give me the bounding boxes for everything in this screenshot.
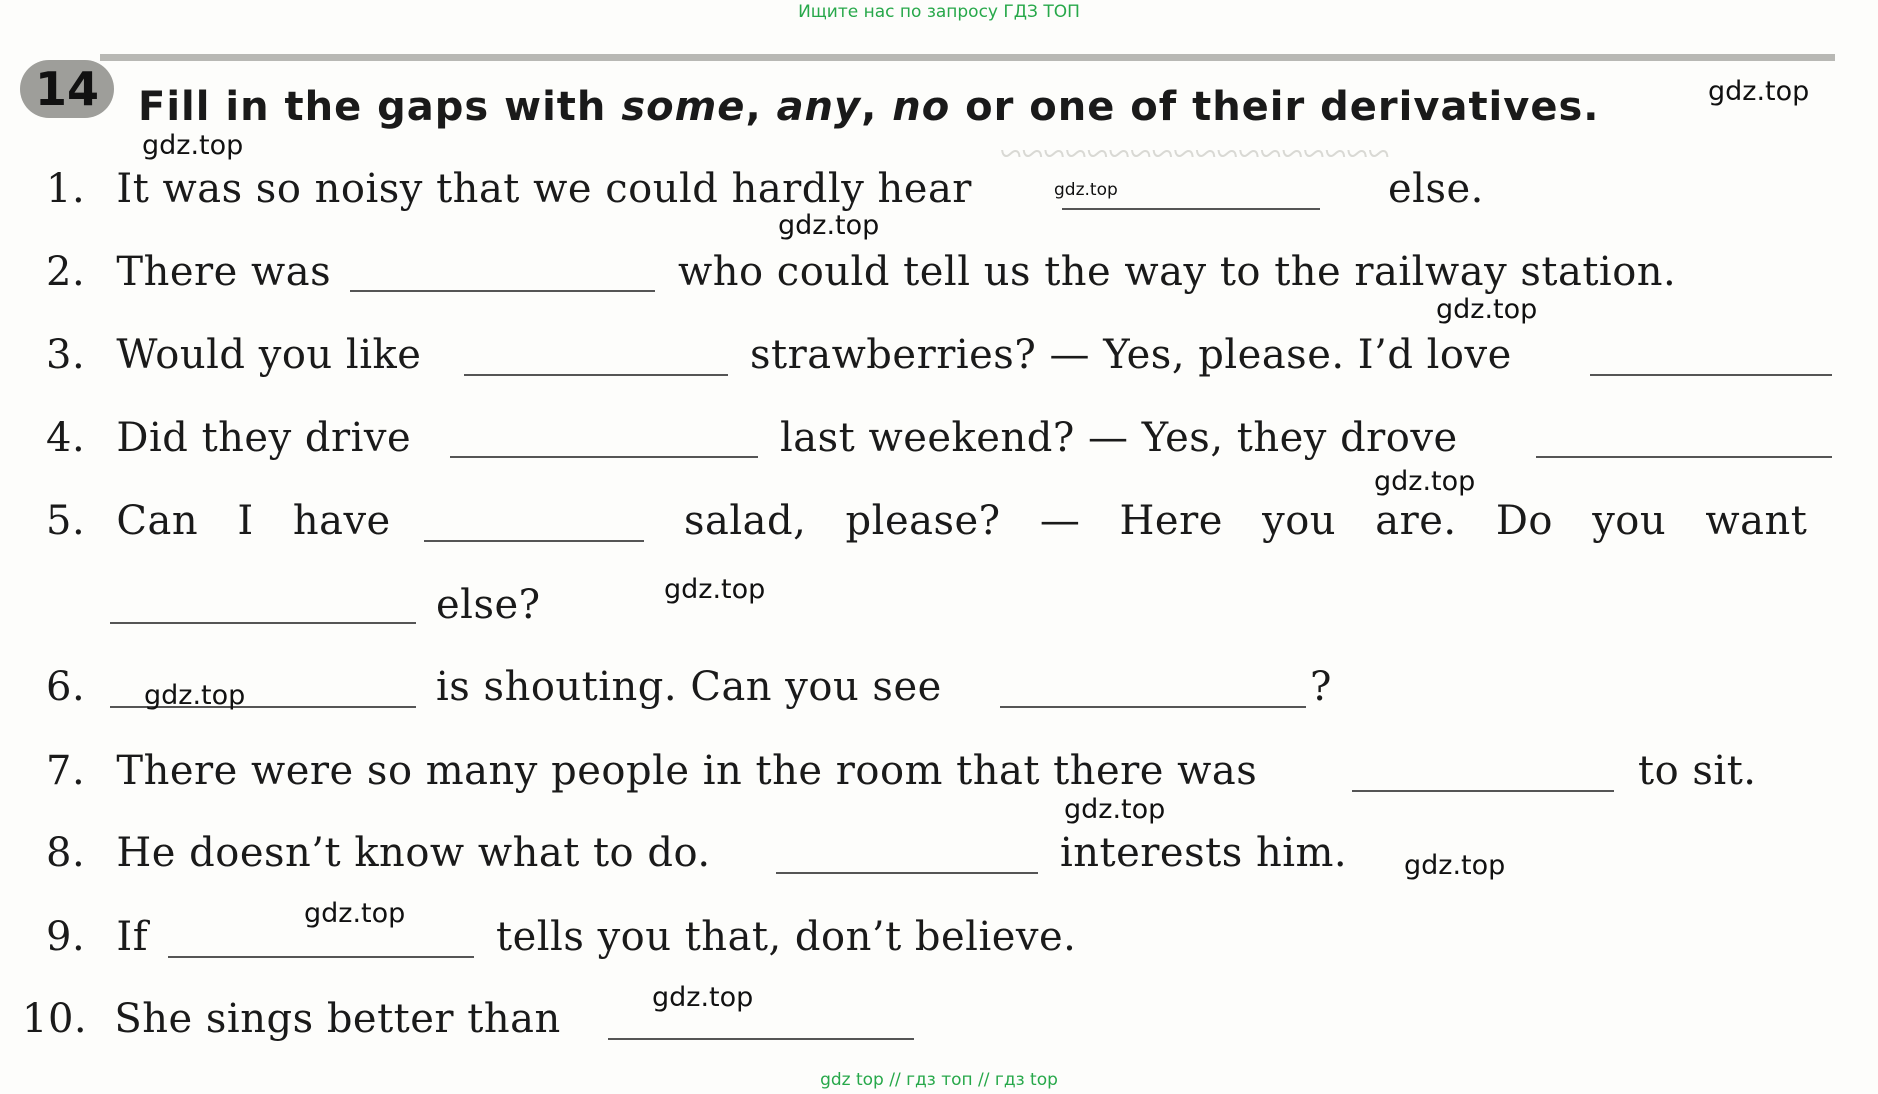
item-text: ? <box>1310 664 1332 710</box>
item-number: 2. <box>46 249 86 295</box>
item-number: 7. <box>46 748 86 794</box>
item-number: 4. <box>46 415 86 461</box>
answer-gap[interactable] <box>1352 790 1614 792</box>
item-number: 6. <box>46 664 86 710</box>
item-text: last weekend? — Yes, they drove <box>780 415 1458 461</box>
exercise-item-4 <box>46 415 411 461</box>
watermark: gdz.top <box>144 680 246 711</box>
answer-gap[interactable] <box>450 456 758 458</box>
exercise-item-7 <box>46 748 1257 794</box>
item-text: There were so many people in the room that there was <box>116 748 1258 794</box>
instruction-comma: , <box>861 84 893 130</box>
bottom-banner[interactable]: gdz top // гдз топ // гдз top <box>820 1070 1058 1090</box>
exercise-item-10 <box>22 996 561 1042</box>
answer-gap[interactable] <box>1536 456 1832 458</box>
answer-gap[interactable] <box>1000 706 1306 708</box>
item-text: Would you like <box>116 332 422 378</box>
item-text: salad, please? — Here you are. Do you want <box>684 498 1808 544</box>
item-text: tells you that, don’t believe. <box>496 914 1077 960</box>
answer-gap[interactable] <box>464 374 728 376</box>
exercise-number-badge <box>20 60 114 118</box>
exercise-item-3 <box>46 332 421 378</box>
item-text: interests him. <box>1060 830 1348 876</box>
instruction-word-some: some <box>621 84 746 130</box>
exercise-item-8 <box>46 830 711 876</box>
answer-gap[interactable] <box>1590 374 1832 376</box>
answer-gap[interactable] <box>110 622 416 624</box>
item-number: 1. <box>46 166 86 212</box>
instruction-comma: , <box>745 84 777 130</box>
watermark: gdz.top <box>1064 794 1166 825</box>
answer-gap[interactable] <box>168 956 474 958</box>
item-text: It was so noisy that we could hardly hear <box>116 166 972 212</box>
watermark: gdz.top <box>142 130 244 161</box>
item-text: to sit. <box>1638 748 1757 794</box>
exercise-item-9 <box>46 914 148 960</box>
bleed-through-decoration: ~~~~~~~~~~~~~~~~~~ <box>1000 131 1390 176</box>
watermark: gdz.top <box>664 574 766 605</box>
watermark: gdz.top <box>1404 850 1506 881</box>
instruction-suffix: or one of their derivatives. <box>950 84 1600 130</box>
item-text: else? <box>436 582 541 628</box>
exercise-number: 14 <box>34 62 99 116</box>
item-text: There was <box>116 249 332 295</box>
watermark: gdz.top <box>1374 466 1476 497</box>
item-text: who could tell us the way to the railway station. <box>678 249 1677 295</box>
item-number: 10. <box>22 996 88 1042</box>
watermark: gdz.top <box>1436 294 1538 325</box>
exercise-item-5 <box>46 498 391 544</box>
answer-gap[interactable] <box>1062 208 1320 210</box>
item-text: else. <box>1388 166 1484 212</box>
top-banner[interactable]: Ищите нас по запросу ГДЗ ТОП <box>798 2 1080 22</box>
exercise-item-2 <box>46 249 331 295</box>
item-number: 8. <box>46 830 86 876</box>
item-number: 5. <box>46 498 86 544</box>
watermark: gdz.top <box>652 982 754 1013</box>
instruction-prefix: Fill in the gaps with <box>138 84 622 130</box>
exercise-item-1 <box>46 166 972 212</box>
item-text: Did they drive <box>116 415 412 461</box>
answer-gap[interactable] <box>608 1038 914 1040</box>
item-text: If <box>116 914 148 960</box>
answer-gap[interactable] <box>350 290 655 292</box>
watermark: gdz.top <box>304 898 406 929</box>
exercise-item-6 <box>46 664 85 710</box>
item-text: He doesn’t know what to do. <box>116 830 711 876</box>
watermark: gdz.top <box>778 210 880 241</box>
answer-gap[interactable] <box>424 540 644 542</box>
exercise-instruction <box>138 84 1599 130</box>
item-number: 9. <box>46 914 86 960</box>
item-text: She sings better than <box>114 996 561 1042</box>
watermark: gdz.top <box>1708 76 1810 107</box>
instruction-word-no: no <box>892 84 951 130</box>
item-text: Can I have <box>116 498 391 544</box>
answer-gap[interactable] <box>776 872 1038 874</box>
item-number: 3. <box>46 332 86 378</box>
watermark: gdz.top <box>1054 180 1118 200</box>
item-text: is shouting. Can you see <box>436 664 942 710</box>
item-text: strawberries? — Yes, please. I’d love <box>750 332 1512 378</box>
top-rule <box>100 54 1835 61</box>
instruction-word-any: any <box>776 84 862 130</box>
